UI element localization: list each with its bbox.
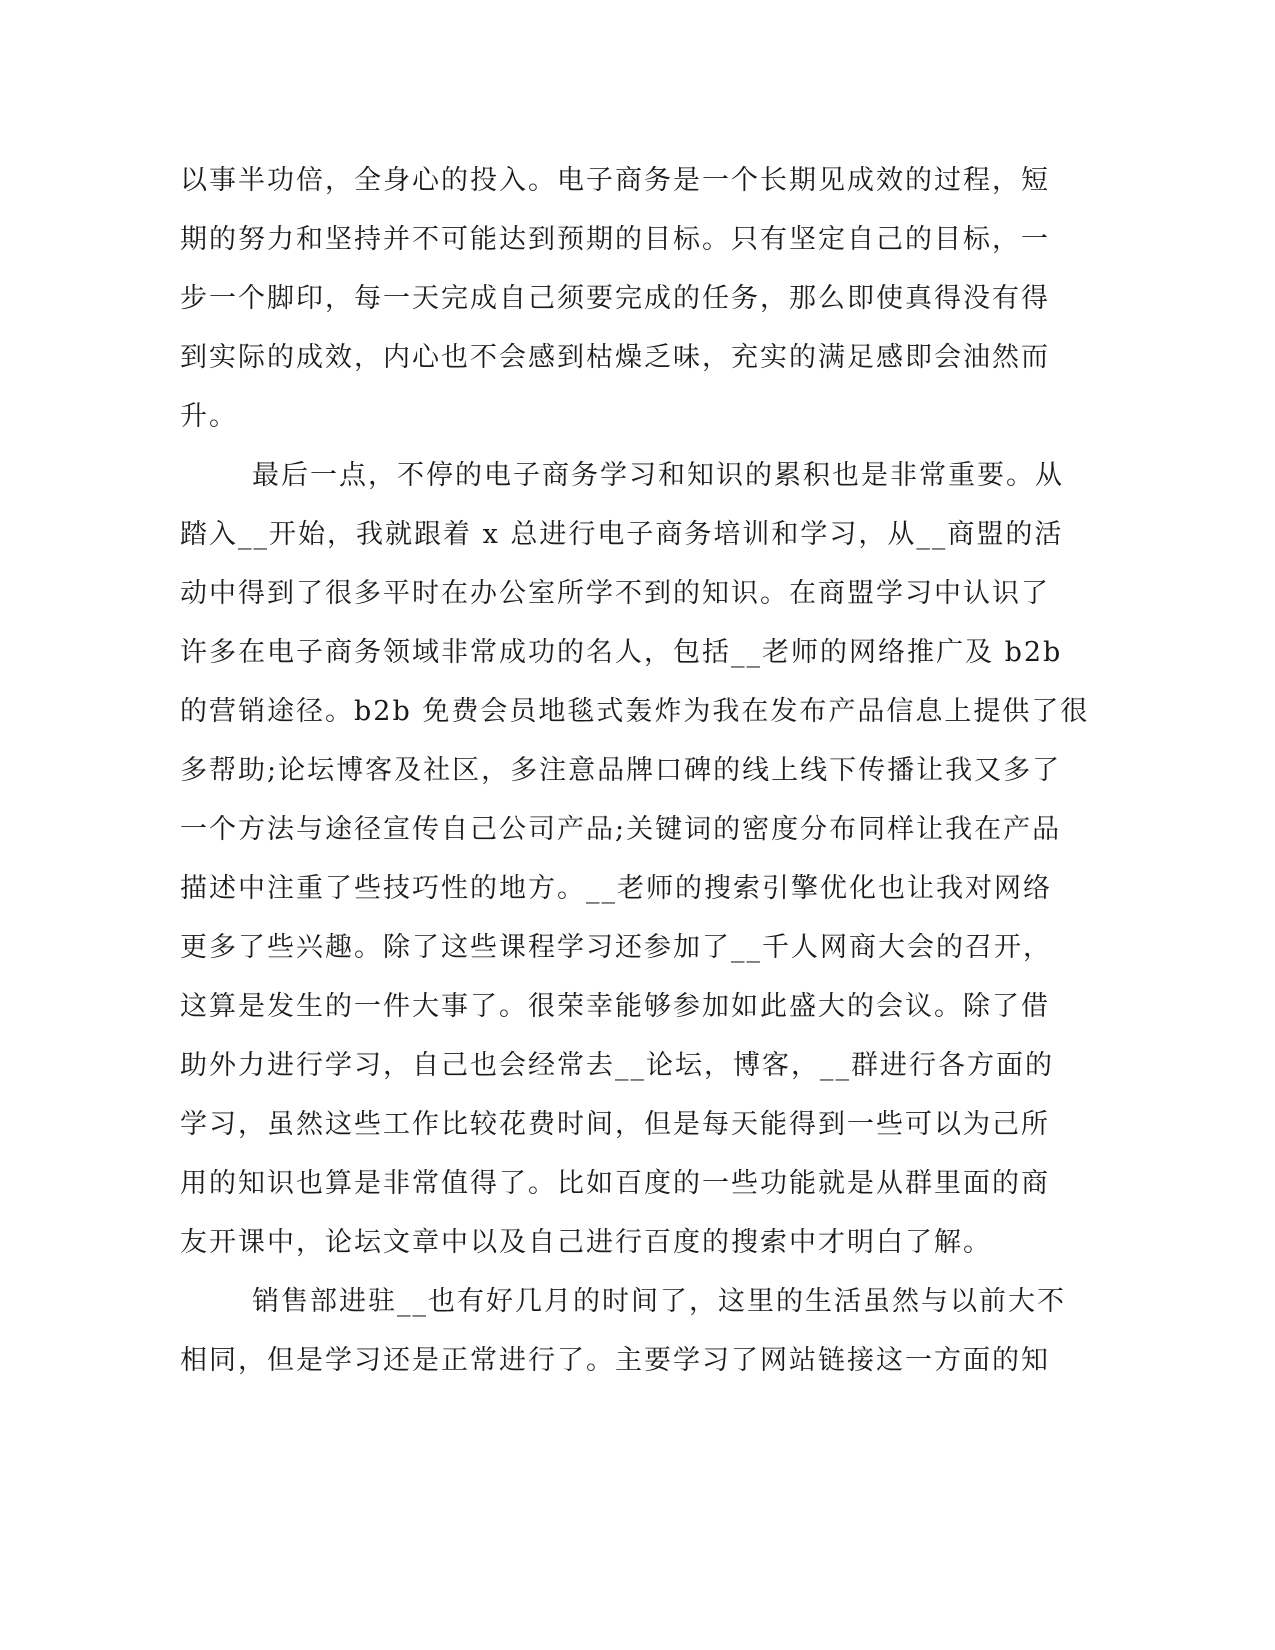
- text-line: 以事半功倍，全身心的投入。电子商务是一个长期见成效的过程，短: [180, 165, 1050, 196]
- paragraph-start-line: 销售部进驻__也有好几月的时间了，这里的生活虽然与以前大不: [252, 1286, 1066, 1317]
- text-line: 友开课中，论坛文章中以及自己进行百度的搜索中才明白了解。: [180, 1227, 992, 1258]
- text-line: 一个方法与途径宣传自己公司产品;关键词的密度分布同样让我在产品: [180, 814, 1062, 845]
- text-line: 助外力进行学习，自己也会经常去__论坛，博客，__群进行各方面的: [180, 1050, 1054, 1081]
- text-line: 期的努力和坚持并不可能达到预期的目标。只有坚定自己的目标，一: [180, 224, 1050, 255]
- text-line: 多帮助;论坛博客及社区，多注意品牌口碑的线上线下传播让我又多了: [180, 755, 1062, 786]
- text-line: 步一个脚印，每一天完成自己须要完成的任务，那么即使真得没有得: [180, 283, 1050, 314]
- text-line: 的营销途径。b2b 免费会员地毯式轰炸为我在发布产品信息上提供了很: [180, 696, 1090, 727]
- text-line: 到实际的成效，内心也不会感到枯燥乏味，充实的满足感即会油然而: [180, 342, 1050, 373]
- text-line: 相同，但是学习还是正常进行了。主要学习了网站链接这一方面的知: [180, 1345, 1050, 1376]
- text-line: 这算是发生的一件大事了。很荣幸能够参加如此盛大的会议。除了借: [180, 991, 1050, 1022]
- text-line: 升。: [180, 401, 238, 432]
- text-line: 描述中注重了些技巧性的地方。__老师的搜索引擎优化也让我对网络: [180, 873, 1052, 904]
- document-body: [180, 158, 1090, 1397]
- text-line: 许多在电子商务领域非常成功的名人，包括__老师的网络推广及 b2b: [180, 637, 1063, 668]
- text-line: 更多了些兴趣。除了这些课程学习还参加了__千人网商大会的召开，: [180, 932, 1052, 963]
- text-line: 踏入__开始，我就跟着 x 总进行电子商务培训和学习，从__商盟的活: [180, 519, 1064, 550]
- paragraph-start-line: 最后一点，不停的电子商务学习和知识的累积也是非常重要。从: [252, 460, 1064, 491]
- text-line: 学习，虽然这些工作比较花费时间，但是每天能得到一些可以为己所: [180, 1109, 1050, 1140]
- text-line: 用的知识也算是非常值得了。比如百度的一些功能就是从群里面的商: [180, 1168, 1050, 1199]
- text-line: 动中得到了很多平时在办公室所学不到的知识。在商盟学习中认识了: [180, 578, 1050, 609]
